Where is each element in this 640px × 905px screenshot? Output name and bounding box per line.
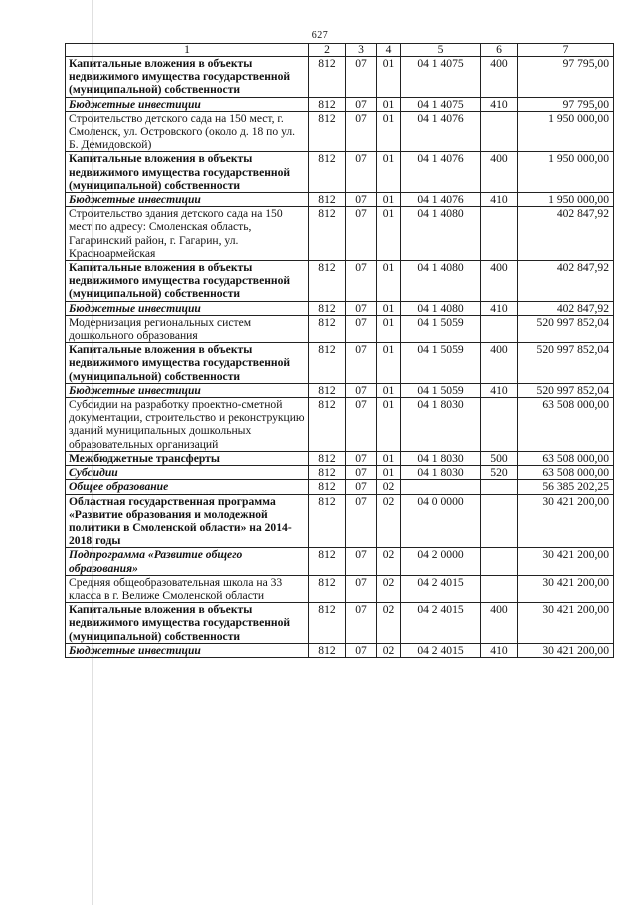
table-row	[66, 451, 614, 465]
subsection-cell: 01	[377, 315, 401, 342]
row-name-cell: Модернизация региональных систем дошкольного образования	[66, 315, 309, 342]
header-cell: 3	[346, 44, 377, 57]
row-name-cell: Бюджетные инвестиции	[66, 383, 309, 397]
subsection-cell: 01	[377, 466, 401, 480]
expense-type-cell: 410	[481, 383, 518, 397]
subsection-cell: 01	[377, 398, 401, 452]
row-name-cell: Капитальные вложения в объекты недвижимого имущества государственной (муниципальной) собственности	[66, 57, 309, 98]
amount-cell: 402 847,92	[518, 207, 614, 261]
admin-code-cell: 812	[309, 193, 346, 207]
expense-type-cell	[481, 315, 518, 342]
admin-code-cell: 812	[309, 466, 346, 480]
table-row	[66, 193, 614, 207]
expense-type-cell: 410	[481, 301, 518, 315]
amount-cell: 97 795,00	[518, 97, 614, 111]
section-cell: 07	[346, 451, 377, 465]
target-code-cell: 04 0 0000	[401, 494, 481, 548]
expense-type-cell	[481, 575, 518, 602]
section-cell: 07	[346, 398, 377, 452]
row-name-cell: Субсидии	[66, 466, 309, 480]
table-row	[66, 383, 614, 397]
table-row	[66, 261, 614, 302]
section-cell: 07	[346, 97, 377, 111]
row-name-cell: Капитальные вложения в объекты недвижимого имущества государственной (муниципальной) собственности	[66, 261, 309, 302]
subsection-cell: 01	[377, 193, 401, 207]
row-name-cell: Общее образование	[66, 480, 309, 494]
amount-cell: 63 508 000,00	[518, 398, 614, 452]
target-code-cell: 04 2 0000	[401, 548, 481, 575]
table-row	[66, 603, 614, 644]
row-name-cell: Строительство детского сада на 150 мест, г. Смоленск, ул. Островского (около д. 18 по ул. Б. Демидовской)	[66, 111, 309, 152]
admin-code-cell: 812	[309, 261, 346, 302]
expense-type-cell: 410	[481, 193, 518, 207]
table-row	[66, 111, 614, 152]
header-cell: 7	[518, 44, 614, 57]
row-name-cell: Подпрограмма «Развитие общего образования»	[66, 548, 309, 575]
table-row	[66, 97, 614, 111]
target-code-cell: 04 1 4076	[401, 152, 481, 193]
target-code-cell: 04 1 4076	[401, 193, 481, 207]
admin-code-cell: 812	[309, 57, 346, 98]
header-cell: 5	[401, 44, 481, 57]
target-code-cell: 04 1 4080	[401, 301, 481, 315]
row-name-cell: Межбюджетные трансферты	[66, 451, 309, 465]
amount-cell: 56 385 202,25	[518, 480, 614, 494]
admin-code-cell: 812	[309, 603, 346, 644]
section-cell: 07	[346, 152, 377, 193]
table-body	[66, 57, 614, 658]
target-code-cell: 04 1 4076	[401, 111, 481, 152]
amount-cell: 1 950 000,00	[518, 111, 614, 152]
subsection-cell: 01	[377, 111, 401, 152]
subsection-cell: 01	[377, 152, 401, 193]
budget-table	[65, 43, 614, 658]
section-cell: 07	[346, 193, 377, 207]
amount-cell: 63 508 000,00	[518, 451, 614, 465]
admin-code-cell: 812	[309, 398, 346, 452]
row-name-cell: Бюджетные инвестиции	[66, 193, 309, 207]
target-code-cell: 04 1 8030	[401, 466, 481, 480]
admin-code-cell: 812	[309, 643, 346, 657]
section-cell: 07	[346, 343, 377, 384]
admin-code-cell: 812	[309, 494, 346, 548]
row-name-cell: Капитальные вложения в объекты недвижимого имущества государственной (муниципальной) собственности	[66, 603, 309, 644]
admin-code-cell: 812	[309, 575, 346, 602]
target-code-cell: 04 1 4080	[401, 207, 481, 261]
table-row	[66, 466, 614, 480]
amount-cell: 402 847,92	[518, 261, 614, 302]
amount-cell: 30 421 200,00	[518, 603, 614, 644]
subsection-cell: 02	[377, 575, 401, 602]
expense-type-cell: 520	[481, 466, 518, 480]
amount-cell: 1 950 000,00	[518, 152, 614, 193]
expense-type-cell	[481, 548, 518, 575]
subsection-cell: 01	[377, 57, 401, 98]
table-row	[66, 57, 614, 98]
header-cell: 4	[377, 44, 401, 57]
expense-type-cell: 400	[481, 152, 518, 193]
target-code-cell: 04 2 4015	[401, 575, 481, 602]
header-cell: 1	[66, 44, 309, 57]
subsection-cell: 02	[377, 548, 401, 575]
row-name-cell: Бюджетные инвестиции	[66, 97, 309, 111]
subsection-cell: 02	[377, 603, 401, 644]
subsection-cell: 02	[377, 480, 401, 494]
subsection-cell: 01	[377, 451, 401, 465]
expense-type-cell	[481, 398, 518, 452]
page-number: 627	[311, 30, 329, 41]
amount-cell: 30 421 200,00	[518, 548, 614, 575]
expense-type-cell	[481, 207, 518, 261]
target-code-cell: 04 1 8030	[401, 451, 481, 465]
admin-code-cell: 812	[309, 207, 346, 261]
target-code-cell: 04 1 8030	[401, 398, 481, 452]
row-name-cell: Бюджетные инвестиции	[66, 301, 309, 315]
subsection-cell: 01	[377, 261, 401, 302]
section-cell: 07	[346, 207, 377, 261]
table-row	[66, 548, 614, 575]
expense-type-cell: 400	[481, 261, 518, 302]
table-row	[66, 301, 614, 315]
table-row	[66, 315, 614, 342]
subsection-cell: 01	[377, 343, 401, 384]
amount-cell: 30 421 200,00	[518, 575, 614, 602]
expense-type-cell: 400	[481, 343, 518, 384]
subsection-cell: 01	[377, 97, 401, 111]
admin-code-cell: 812	[309, 480, 346, 494]
section-cell: 07	[346, 494, 377, 548]
amount-cell: 1 950 000,00	[518, 193, 614, 207]
admin-code-cell: 812	[309, 152, 346, 193]
target-code-cell: 04 1 4075	[401, 57, 481, 98]
expense-type-cell: 400	[481, 57, 518, 98]
admin-code-cell: 812	[309, 111, 346, 152]
row-name-cell: Бюджетные инвестиции	[66, 643, 309, 657]
admin-code-cell: 812	[309, 315, 346, 342]
expense-type-cell: 400	[481, 603, 518, 644]
header-cell: 2	[309, 44, 346, 57]
amount-cell: 520 997 852,04	[518, 383, 614, 397]
target-code-cell: 04 1 5059	[401, 315, 481, 342]
target-code-cell: 04 2 4015	[401, 643, 481, 657]
header-cell: 6	[481, 44, 518, 57]
target-code-cell: 04 1 4080	[401, 261, 481, 302]
section-cell: 07	[346, 57, 377, 98]
row-name-cell: Средняя общеобразовательная школа на 33 класса в г. Велиже Смоленской области	[66, 575, 309, 602]
amount-cell: 520 997 852,04	[518, 343, 614, 384]
row-name-cell: Капитальные вложения в объекты недвижимого имущества государственной (муниципальной) собственности	[66, 152, 309, 193]
row-name-cell: Строительство здания детского сада на 150 мест по адресу: Смоленская область, Гагаринский район, г. Гагарин, ул. Красноармейская	[66, 207, 309, 261]
row-name-cell: Капитальные вложения в объекты недвижимого имущества государственной (муниципальной) собственности	[66, 343, 309, 384]
target-code-cell: 04 1 5059	[401, 383, 481, 397]
table-row	[66, 398, 614, 452]
target-code-cell: 04 1 5059	[401, 343, 481, 384]
expense-type-cell	[481, 111, 518, 152]
section-cell: 07	[346, 261, 377, 302]
section-cell: 07	[346, 111, 377, 152]
section-cell: 07	[346, 466, 377, 480]
section-cell: 07	[346, 383, 377, 397]
amount-cell: 97 795,00	[518, 57, 614, 98]
subsection-cell: 01	[377, 301, 401, 315]
subsection-cell: 01	[377, 383, 401, 397]
section-cell: 07	[346, 301, 377, 315]
table-row	[66, 575, 614, 602]
subsection-cell: 01	[377, 207, 401, 261]
row-name-cell: Областная государственная программа «Развитие образования и молодежной политики в Смоленской области» на 2014-2018 годы	[66, 494, 309, 548]
amount-cell: 30 421 200,00	[518, 494, 614, 548]
section-cell: 07	[346, 603, 377, 644]
admin-code-cell: 812	[309, 301, 346, 315]
table-row	[66, 207, 614, 261]
table-row	[66, 152, 614, 193]
expense-type-cell: 410	[481, 97, 518, 111]
admin-code-cell: 812	[309, 383, 346, 397]
header-row	[66, 44, 614, 57]
admin-code-cell: 812	[309, 451, 346, 465]
amount-cell: 402 847,92	[518, 301, 614, 315]
table-row	[66, 343, 614, 384]
table-row	[66, 643, 614, 657]
target-code-cell	[401, 480, 481, 494]
expense-type-cell: 410	[481, 643, 518, 657]
expense-type-cell	[481, 494, 518, 548]
section-cell: 07	[346, 575, 377, 602]
row-name-cell: Субсидии на разработку проектно-сметной документации, строительство и реконструкцию зданий муниципальных дошкольных образовательных организаций	[66, 398, 309, 452]
admin-code-cell: 812	[309, 548, 346, 575]
amount-cell: 30 421 200,00	[518, 643, 614, 657]
section-cell: 07	[346, 480, 377, 494]
section-cell: 07	[346, 643, 377, 657]
subsection-cell: 02	[377, 494, 401, 548]
amount-cell: 63 508 000,00	[518, 466, 614, 480]
admin-code-cell: 812	[309, 343, 346, 384]
target-code-cell: 04 1 4075	[401, 97, 481, 111]
expense-type-cell	[481, 480, 518, 494]
target-code-cell: 04 2 4015	[401, 603, 481, 644]
amount-cell: 520 997 852,04	[518, 315, 614, 342]
admin-code-cell: 812	[309, 97, 346, 111]
expense-type-cell: 500	[481, 451, 518, 465]
subsection-cell: 02	[377, 643, 401, 657]
table-row	[66, 480, 614, 494]
table-row	[66, 494, 614, 548]
section-cell: 07	[346, 548, 377, 575]
section-cell: 07	[346, 315, 377, 342]
